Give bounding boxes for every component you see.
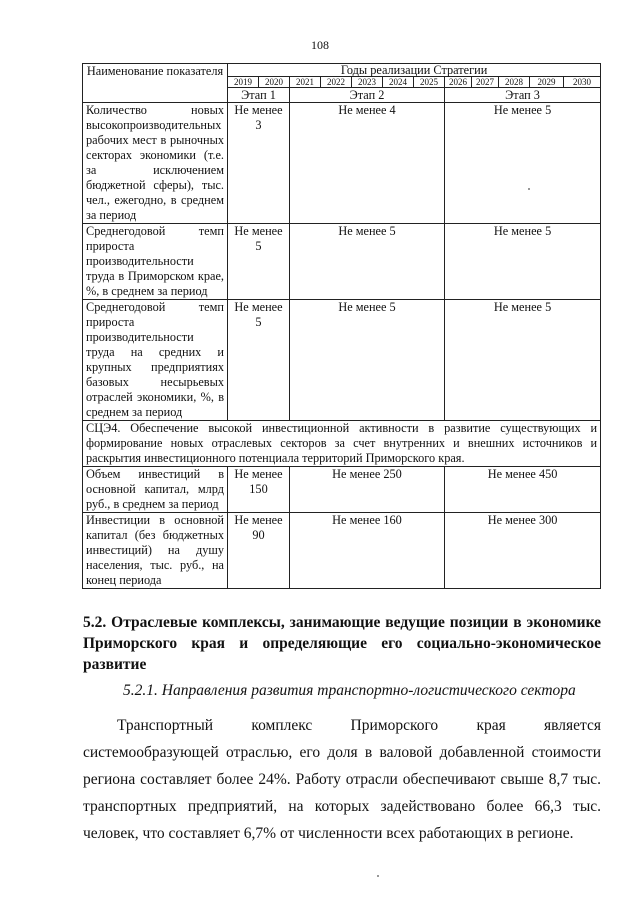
year-cell: 2030 (564, 77, 601, 88)
indicator-name: Инвестиции в основной капитал (без бюджетных инвестиций) на душу населения, тыс. руб., на конец периода (83, 513, 228, 589)
header-indicator-name: Наименование показателя (83, 64, 228, 103)
stage-2-value: Не менее 4 (290, 103, 445, 224)
table-row (83, 224, 601, 300)
table-row (83, 103, 601, 224)
table-row (83, 513, 601, 589)
stage-1-value: Не менее 90 (228, 513, 290, 589)
header-years: Годы реализации Стратегии (228, 64, 601, 77)
stage-2-value: Не менее 5 (290, 224, 445, 300)
year-cell: 2025 (414, 77, 445, 88)
subsection-title: 5.2.1. Направления развития транспортно-логистического сектора (123, 682, 576, 699)
table-row (83, 421, 601, 467)
year-cell: 2021 (290, 77, 321, 88)
stage-2-header: Этап 2 (290, 88, 445, 103)
table-row (83, 300, 601, 421)
stage-3-header: Этап 3 (445, 88, 601, 103)
year-cell: 2019 (228, 77, 259, 88)
stage-1-header: Этап 1 (228, 88, 290, 103)
year-cell: 2027 (472, 77, 499, 88)
stage-1-value: Не менее 150 (228, 467, 290, 513)
objective-row: СЦЭ4. Обеспечение высокой инвестиционной активности в развитие существующих и формирование новых отраслевых секторов за счет внутренних и внешних источников и раскрытия инвестиционного потенциала территорий Приморского края. (83, 421, 601, 467)
stage-3-value: Не менее 300 (445, 513, 601, 589)
indicator-name: Среднегодовой темп прироста производительности труда в Приморском крае, %, в среднем за период (83, 224, 228, 300)
year-cell: 2029 (530, 77, 564, 88)
year-cell: 2026 (445, 77, 472, 88)
scan-speck (528, 188, 530, 190)
stage-3-value: Не менее 5 (445, 224, 601, 300)
stage-3-value: Не менее 450 (445, 467, 601, 513)
stage-2-value: Не менее 5 (290, 300, 445, 421)
table-row (83, 467, 601, 513)
indicator-name: Среднегодовой темп прироста производительности труда на средних и крупных предприятиях базовых несырьевых отраслей экономики, %, в среднем за период (83, 300, 228, 421)
stage-1-value: Не менее 5 (228, 224, 290, 300)
stage-1-value: Не менее 3 (228, 103, 290, 224)
stage-3-value: Не менее 5 (445, 103, 601, 224)
indicator-name: Объем инвестиций в основной капитал, млрд руб., в среднем за период (83, 467, 228, 513)
indicators-table (82, 63, 601, 589)
stage-2-value: Не менее 250 (290, 467, 445, 513)
scan-speck (377, 875, 379, 877)
stage-3-value: Не менее 5 (445, 300, 601, 421)
year-cell: 2023 (352, 77, 383, 88)
year-cell: 2022 (321, 77, 352, 88)
stage-1-value: Не менее 5 (228, 300, 290, 421)
year-cell: 2024 (383, 77, 414, 88)
body-paragraph: Транспортный комплекс Приморского края является системообразующей отраслью, его доля в валовой добавленной стоимости региона составляет более 24%. Работу отрасли обеспечивают свыше 8,7 тыс. транспортных предприятий, на которых задействовано более 66,3 тыс. человек, что составляет 6,7% от численности всех работающих в регионе. (83, 717, 601, 842)
year-cell: 2028 (499, 77, 530, 88)
page-number: 108 (311, 38, 329, 52)
section-title: 5.2. Отраслевые комплексы, занимающие ведущие позиции в экономике Приморского края и определяющие его социально-экономическое развитие (83, 614, 601, 673)
indicator-name: Количество новых высокопроизводительных рабочих мест в рыночных секторах экономики (т.е. за исключением бюджетной сферы), тыс. чел., ежегодно, в среднем за период (83, 103, 228, 224)
year-cell: 2020 (259, 77, 290, 88)
stage-2-value: Не менее 160 (290, 513, 445, 589)
